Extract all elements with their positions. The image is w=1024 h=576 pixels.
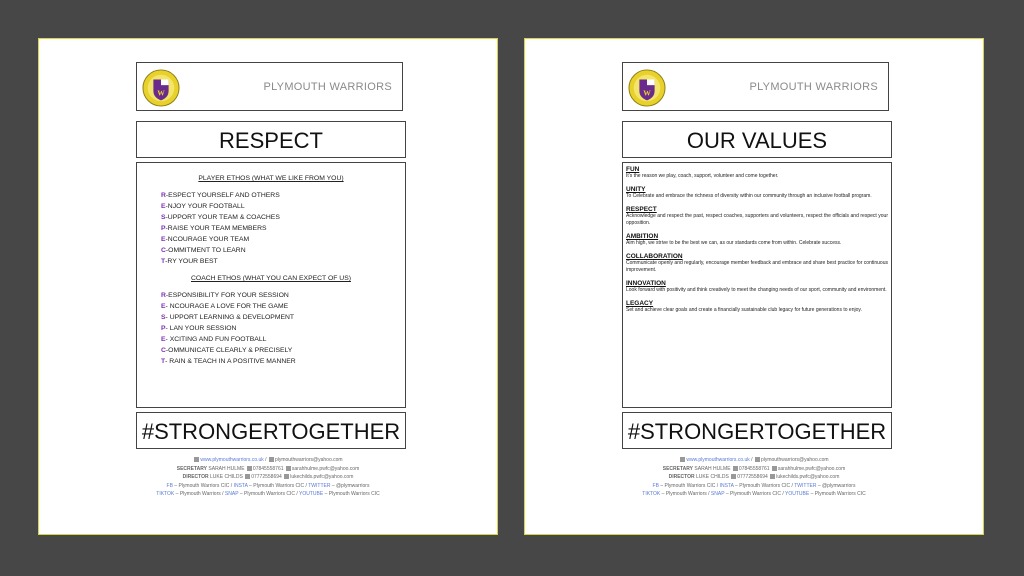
phone-icon xyxy=(733,466,738,471)
insta-value: Plymouth Warriors CIC xyxy=(253,482,305,489)
value-item xyxy=(623,186,891,200)
player-ethos-list xyxy=(137,190,405,267)
ethos-item xyxy=(161,201,405,212)
phone-icon xyxy=(731,474,736,479)
director-label: DIRECTOR xyxy=(182,474,209,480)
ethos-item xyxy=(161,312,405,323)
ethos-text: - UPPORT LEARNING & DEVELOPMENT xyxy=(165,314,295,321)
ethos-text: - LAN YOUR SESSION xyxy=(165,325,237,332)
secretary-phone: 07845558761 xyxy=(738,465,770,472)
phone-icon xyxy=(245,474,250,479)
values-box xyxy=(622,162,892,408)
website-link[interactable]: www.plymouthwarriors.co.uk xyxy=(200,457,264,463)
value-heading: LEGACY xyxy=(626,300,654,307)
website-link[interactable]: www.plymouthwarriors.co.uk xyxy=(686,457,750,463)
ethos-letter: P xyxy=(161,225,166,232)
value-heading: COLLABORATION xyxy=(626,253,683,260)
secretary-name: SARAH HULME xyxy=(694,465,731,472)
ethos-box xyxy=(136,162,406,408)
ethos-letter: R xyxy=(161,192,166,199)
director-name: LUKE CHILDS xyxy=(696,474,729,480)
value-heading: RESPECT xyxy=(626,206,657,213)
email-icon xyxy=(284,474,289,479)
tagline: #STRONGERTOGETHER xyxy=(141,419,401,444)
director-label: DIRECTOR xyxy=(668,474,695,480)
ethos-letter: E xyxy=(161,236,166,243)
email-icon xyxy=(286,466,291,471)
ethos-item xyxy=(161,223,405,234)
tagline-box xyxy=(622,412,892,449)
ethos-item xyxy=(161,323,405,334)
phone-icon xyxy=(194,457,199,462)
value-item xyxy=(623,300,891,314)
twitter-value: @plymwarriors xyxy=(336,482,370,489)
value-item xyxy=(623,233,891,247)
ethos-letter: T xyxy=(161,258,166,265)
director-phone: 07772558694 xyxy=(737,474,768,480)
page-title-box xyxy=(622,121,892,158)
ethos-letter: E xyxy=(161,336,166,343)
club-crest-icon xyxy=(142,69,180,107)
ethos-text: -ESPONSIBILITY FOR YOUR SESSION xyxy=(165,292,289,299)
youtube-label[interactable]: YOUTUBE xyxy=(299,491,324,497)
fb-value: Plymouth Warriors CIC xyxy=(664,482,716,489)
value-heading: UNITY xyxy=(626,186,646,193)
club-email[interactable]: plymouthwarriors@yahoo.com xyxy=(274,457,343,463)
twitter-value: @plymwarriors xyxy=(822,482,856,489)
insta-label[interactable]: INSTA xyxy=(233,482,248,489)
secretary-phone: 07845558761 xyxy=(252,465,284,472)
ethos-item xyxy=(161,301,405,312)
ethos-letter: E xyxy=(161,203,166,210)
ethos-text: - NCOURAGE A LOVE FOR THE GAME xyxy=(165,303,289,310)
ethos-text: -OMMUNICATE CLEARLY & PRECISELY xyxy=(165,347,293,354)
director-phone: 07772558694 xyxy=(251,474,282,480)
ethos-text: - XCITING AND FUN FOOTBALL xyxy=(165,336,267,343)
snap-value: Plymouth Warriors CIC xyxy=(244,491,295,497)
fb-value: Plymouth Warriors CIC xyxy=(178,482,230,489)
director-name: LUKE CHILDS xyxy=(210,474,243,480)
ethos-item xyxy=(161,290,405,301)
club-crest-icon xyxy=(628,69,666,107)
respect-page xyxy=(38,38,498,535)
youtube-value: Plymouth Warriors CIC xyxy=(814,491,866,497)
ethos-item xyxy=(161,345,405,356)
tagline: #STRONGERTOGETHER xyxy=(627,419,887,444)
page-title: OUR VALUES xyxy=(686,128,828,153)
ethos-text: -UPPORT YOUR TEAM & COACHES xyxy=(165,214,280,221)
value-item xyxy=(623,166,891,180)
svg-text:W: W xyxy=(643,88,651,98)
snap-label[interactable]: SNAP xyxy=(224,491,239,497)
ethos-text: -OMMITMENT TO LEARN xyxy=(165,247,246,254)
ethos-text: -RY YOUR BEST xyxy=(165,258,218,265)
tagline-box xyxy=(136,412,406,449)
value-text: Aim high, we strive to be the best we can, as our standards come from within. Celebrate success. xyxy=(626,240,842,246)
ethos-text: -NJOY YOUR FOOTBALL xyxy=(165,203,245,210)
secretary-email[interactable]: sarahhulme.pwfc@yahoo.com xyxy=(291,465,360,472)
email-icon xyxy=(755,457,760,462)
value-item xyxy=(623,280,891,294)
ethos-letter: S xyxy=(161,214,166,221)
fb-label[interactable]: FB xyxy=(652,482,659,489)
ethos-text: -NCOURAGE YOUR TEAM xyxy=(165,236,250,243)
tiktok-value: Plymouth Warriors xyxy=(665,491,707,497)
ethos-item xyxy=(161,234,405,245)
ethos-item xyxy=(161,334,405,345)
page-title-box xyxy=(136,121,406,158)
ethos-item xyxy=(161,245,405,256)
ethos-letter: T xyxy=(161,358,166,365)
ethos-text: -RAISE YOUR TEAM MEMBERS xyxy=(165,225,267,232)
snap-value: Plymouth Warriors CIC xyxy=(730,491,781,497)
value-text: Acknowledge and respect the past, respect coaches, supporters and volunteers, respect the officials and respect your opposition. xyxy=(626,213,888,226)
value-text: To Celebrate and embrace the richness of diversity within our community through an inclusive football program. xyxy=(626,193,872,199)
ethos-item xyxy=(161,212,405,223)
club-email[interactable]: plymouthwarriors@yahoo.com xyxy=(760,457,829,463)
twitter-label[interactable]: TWITTER xyxy=(308,482,331,489)
twitter-label[interactable]: TWITTER xyxy=(794,482,817,489)
contact-footer: www.plymouthwarriors.co.uk / plymouthwarriors@yahoo.com SECRETARY SARAH HULME 07845558761 sarahhulme.pwfc@yahoo.com DIRECTOR LUKE CHILDS 07772558694 lukechilds.pwfc@yahoo.com FB – Plymouth Warriors CIC / INSTA – Plymouth Warriors CIC / TWITTER – @plymwarriors TIKTOK – Plymouth Warriors / SNAP – Plymouth Warriors CIC / YOUTUBE – Plymouth Warriors CIC xyxy=(156,457,380,497)
value-heading: AMBITION xyxy=(626,233,659,240)
youtube-value: Plymouth Warriors CIC xyxy=(328,491,380,497)
tiktok-value: Plymouth Warriors xyxy=(179,491,221,497)
ethos-text: -ESPECT YOURSELF AND OTHERS xyxy=(165,192,280,199)
value-heading: FUN xyxy=(626,166,640,173)
contact-footer: www.plymouthwarriors.co.uk / plymouthwarriors@yahoo.com SECRETARY SARAH HULME 07845558761 sarahhulme.pwfc@yahoo.com DIRECTOR LUKE CHILDS 07772558694 lukechilds.pwfc@yahoo.com FB – Plymouth Warriors CIC / INSTA – Plymouth Warriors CIC / TWITTER – @plymwarriors TIKTOK – Plymouth Warriors / SNAP – Plymouth Warriors CIC / YOUTUBE – Plymouth Warriors CIC xyxy=(642,457,866,497)
ethos-letter: E xyxy=(161,303,166,310)
value-item xyxy=(623,253,891,274)
tiktok-label[interactable]: TIKTOK xyxy=(642,491,661,497)
insta-label[interactable]: INSTA xyxy=(719,482,734,489)
values-page xyxy=(524,38,984,535)
secretary-label: SECRETARY xyxy=(176,465,208,472)
youtube-label[interactable]: YOUTUBE xyxy=(785,491,810,497)
value-text: It's the reason we play, coach, support, volunteer and come together. xyxy=(626,173,779,179)
ethos-text: - RAIN & TEACH IN A POSITIVE MANNER xyxy=(165,358,296,365)
ethos-item xyxy=(161,190,405,201)
secretary-label: SECRETARY xyxy=(662,465,694,472)
svg-text:W: W xyxy=(157,88,165,98)
coach-ethos-heading: COACH ETHOS (WHAT YOU CAN EXPECT OF US) xyxy=(191,275,351,282)
page-header xyxy=(622,62,889,111)
email-icon xyxy=(770,474,775,479)
insta-value: Plymouth Warriors CIC xyxy=(739,482,791,489)
player-ethos-heading: PLAYER ETHOS (WHAT WE LIKE FROM YOU) xyxy=(198,175,344,182)
director-email[interactable]: lukechilds.pwfc@yahoo.com xyxy=(776,474,840,480)
value-text: Communicate openly and regularly, encourage member feedback and embrace and share best practice for continuous improvement. xyxy=(626,260,888,273)
tiktok-label[interactable]: TIKTOK xyxy=(156,491,175,497)
ethos-letter: P xyxy=(161,325,166,332)
ethos-letter: C xyxy=(161,247,166,254)
ethos-item xyxy=(161,356,405,367)
ethos-letter: R xyxy=(161,292,166,299)
ethos-letter: C xyxy=(161,347,166,354)
director-email[interactable]: lukechilds.pwfc@yahoo.com xyxy=(290,474,354,480)
club-name: PLYMOUTH WARRIORS xyxy=(749,81,878,93)
secretary-name: SARAH HULME xyxy=(208,465,245,472)
secretary-email[interactable]: sarahhulme.pwfc@yahoo.com xyxy=(777,465,846,472)
page-title: RESPECT xyxy=(219,128,323,153)
value-heading: INNOVATION xyxy=(626,280,666,287)
email-icon xyxy=(772,466,777,471)
snap-label[interactable]: SNAP xyxy=(710,491,725,497)
fb-label[interactable]: FB xyxy=(166,482,173,489)
page-header xyxy=(136,62,403,111)
club-name: PLYMOUTH WARRIORS xyxy=(263,81,392,93)
value-item xyxy=(623,206,891,227)
phone-icon xyxy=(247,466,252,471)
phone-icon xyxy=(680,457,685,462)
ethos-letter: S xyxy=(161,314,166,321)
email-icon xyxy=(269,457,274,462)
coach-ethos-list xyxy=(137,290,405,367)
value-text: Set and achieve clear goals and create a financially sustainable club legacy for future generations to enjoy. xyxy=(626,307,862,313)
ethos-item xyxy=(161,256,405,267)
value-text: Look forward with positivity and think creatively to meet the changing needs of our sport, community and environment. xyxy=(626,287,887,293)
